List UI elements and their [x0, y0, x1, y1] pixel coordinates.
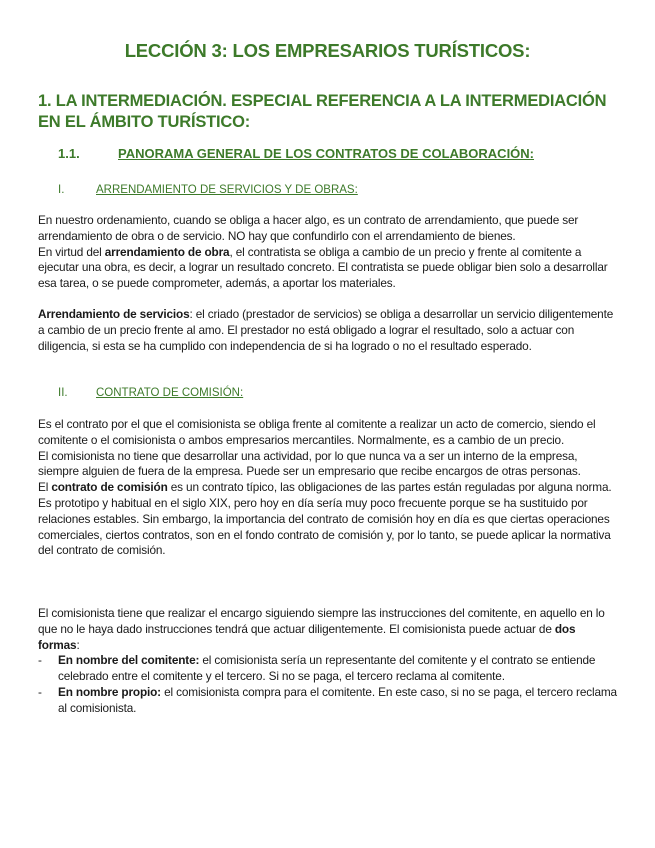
paragraph: El comisionista no tiene que desarrollar una actividad, por lo que nunca va a ser un interno de la empresa, siempre alguien de fuera de la empresa. Puede ser un empresario que recibe encargos de otras personas. [38, 448, 581, 479]
paragraph: En nuestro ordenamiento, cuando se obliga a hacer algo, es un contrato de arrendamiento, que puede ser arrendamiento de obra o de servicio. NO hay que confundirlo con el arrendamiento de bienes. [38, 213, 579, 243]
page-title: LECCIÓN 3: LOS EMPRESARIOS TURÍSTICOS: [124, 40, 531, 61]
paragraph: Arrendamiento de servicios: el criado (prestador de servicios) se obliga a desarrollar un servicio diligentemente a cambio de un precio frente al amo. El prestador no está obligado a lograr el resultado, solo a actuar con diligencia, si esta se ha cumplido con independencia de si ha logrado o no el resultado esperado. [38, 307, 614, 353]
subsection-title: PANORAMA GENERAL DE LOS CONTRATOS DE COLABORACIÓN: [118, 146, 535, 161]
part1-services-paragraph [38, 307, 618, 354]
part1-number: I. [58, 184, 65, 196]
part1-body [38, 213, 618, 292]
section-heading: 1. LA INTERMEDIACIÓN. ESPECIAL REFERENCIA A LA INTERMEDIACIÓN EN EL ÁMBITO TURÍSTICO: [38, 92, 607, 131]
paragraph: Es el contrato por el que el comisionista se obliga frente al comitente a realizar un acto de comercio, siendo el comitente o el comisionista o ambos empresarios mercantiles. Normalmente, es a cambio de un precio. [38, 417, 596, 447]
part2-title: CONTRATO DE COMISIÓN: [96, 387, 244, 399]
list-item: - En nombre propio: el comisionista compra para el comitente. En este caso, si no se paga, el tercero reclama al comisionista. [38, 685, 618, 717]
list-item: - En nombre del comitente: el comisionista sería un representante del comitente y el contrato se entiende celebrado entre el comitente y el tercero. Si no se paga, el tercero reclama al comitente. [38, 653, 618, 685]
part1-title: ARRENDAMIENTO DE SERVICIOS Y DE OBRAS: [96, 184, 358, 196]
subsection-number: 1.1. [58, 146, 80, 161]
part2-number: II. [58, 387, 68, 399]
subsection-heading [58, 146, 534, 161]
forms-list [38, 653, 618, 716]
paragraph: En virtud del arrendamiento de obra, el contratista se obliga a cambio de un precio y frente al comitente a ejecutar una obra, es decir, a lograr un resultado concreto. El contratista se puede obligar bien solo a desarrollar esa tarea, o se puede comprometer, además, a aportar los materiales. [38, 244, 608, 291]
part1-heading [58, 184, 358, 196]
part2-heading [58, 387, 243, 399]
paragraph: El contrato de comisión es un contrato típico, las obligaciones de las partes están reguladas por alguna norma. Es prototipo y habitual en el siglo XIX, pero hoy en día sería muy poco frecuente porque se ha sustituido por relaciones estables. Sin embargo, la importancia del contrato de comisión hoy en día es que ciertas operaciones comerciales, ciertos contratos, son en el fondo contrato de comisión y, por lo tanto, se puede aplicar la normativa del contrato de comisión. [38, 480, 612, 558]
paragraph: El comisionista tiene que realizar el encargo siguiendo siempre las instrucciones del comitente, en aquello en lo que no le haya dado instrucciones tendrá que actuar diligentemente. El comisionista puede actuar de dos formas: [38, 606, 605, 652]
part2-forms [38, 606, 618, 717]
part2-body [38, 417, 618, 559]
